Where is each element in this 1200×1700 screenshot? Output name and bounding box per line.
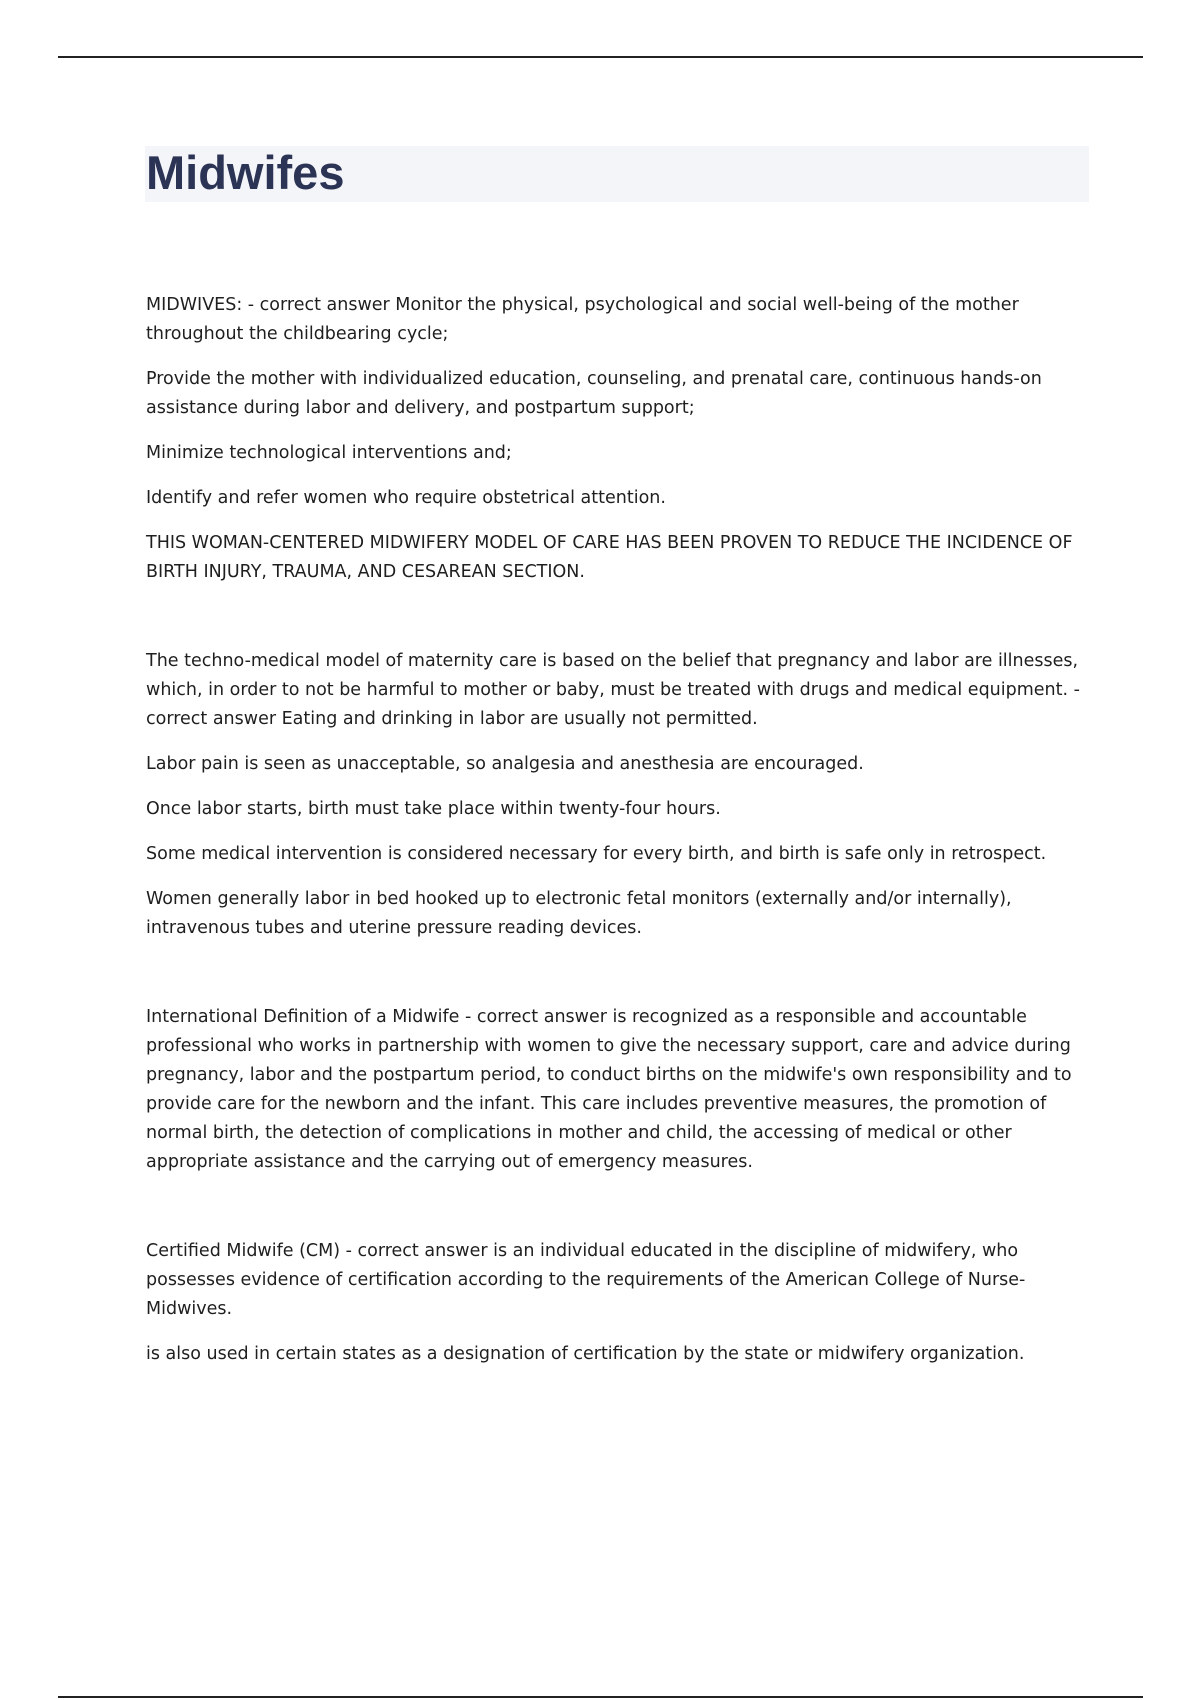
document-body xyxy=(146,291,1086,1429)
entry-midwives xyxy=(146,291,1086,587)
top-rule xyxy=(58,56,1143,58)
entry-paragraph: Identify and refer women who require obstetrical attention. xyxy=(146,488,666,508)
entry-paragraph: is also used in certain states as a designation of certification by the state or midwifery organization. xyxy=(146,1344,1025,1364)
entry-paragraph: Once labor starts, birth must take place within twenty-four hours. xyxy=(146,799,721,819)
document-title: Midwifes xyxy=(146,146,345,199)
bottom-rule xyxy=(58,1696,1143,1698)
entry-international-definition xyxy=(146,1003,1086,1177)
entry-paragraph: Some medical intervention is considered necessary for every birth, and birth is safe only in retrospect. xyxy=(146,844,1047,864)
entry-paragraph: Labor pain is seen as unacceptable, so analgesia and anesthesia are encouraged. xyxy=(146,754,864,774)
entry-paragraph: Certified Midwife (CM) - correct answer is an individual educated in the discipline of midwifery, who possesses evidence of certification according to the requirements of the American College of Nurse-Midwives. xyxy=(146,1241,1026,1319)
entry-paragraph: Minimize technological interventions and; xyxy=(146,443,512,463)
entry-paragraph: THIS WOMAN-CENTERED MIDWIFERY MODEL OF CARE HAS BEEN PROVEN TO REDUCE THE INCIDENCE OF BIRTH INJURY, TRAUMA, AND CESAREAN SECTION. xyxy=(146,533,1073,582)
entry-paragraph: Provide the mother with individualized education, counseling, and prenatal care, continuous hands-on assistance during labor and delivery, and postpartum support; xyxy=(146,369,1042,418)
entry-paragraph: Women generally labor in bed hooked up to electronic fetal monitors (externally and/or internally), intravenous tubes and uterine pressure reading devices. xyxy=(146,889,1012,938)
entry-paragraph: The techno-medical model of maternity care is based on the belief that pregnancy and labor are illnesses, which, in order to not be harmful to mother or baby, must be treated with drugs and medical equipment. - correct answer Eating and drinking in labor are usually not permitted. xyxy=(146,651,1080,729)
entry-certified-midwife xyxy=(146,1237,1086,1369)
entry-paragraph: International Definition of a Midwife - correct answer is recognized as a responsible and accountable professional who works in partnership with women to give the necessary support, care and advice during pregnancy, labor and the postpartum period, to conduct births on the midwife's own responsibility and to provide care for the newborn and the infant. This care includes preventive measures, the promotion of normal birth, the detection of complications in mother and child, the accessing of medical or other appropriate assistance and the carrying out of emergency measures. xyxy=(146,1007,1072,1172)
entry-paragraph: MIDWIVES: - correct answer Monitor the physical, psychological and social well-being of the mother throughout the childbearing cycle; xyxy=(146,295,1019,344)
entry-techno-medical-model xyxy=(146,647,1086,943)
